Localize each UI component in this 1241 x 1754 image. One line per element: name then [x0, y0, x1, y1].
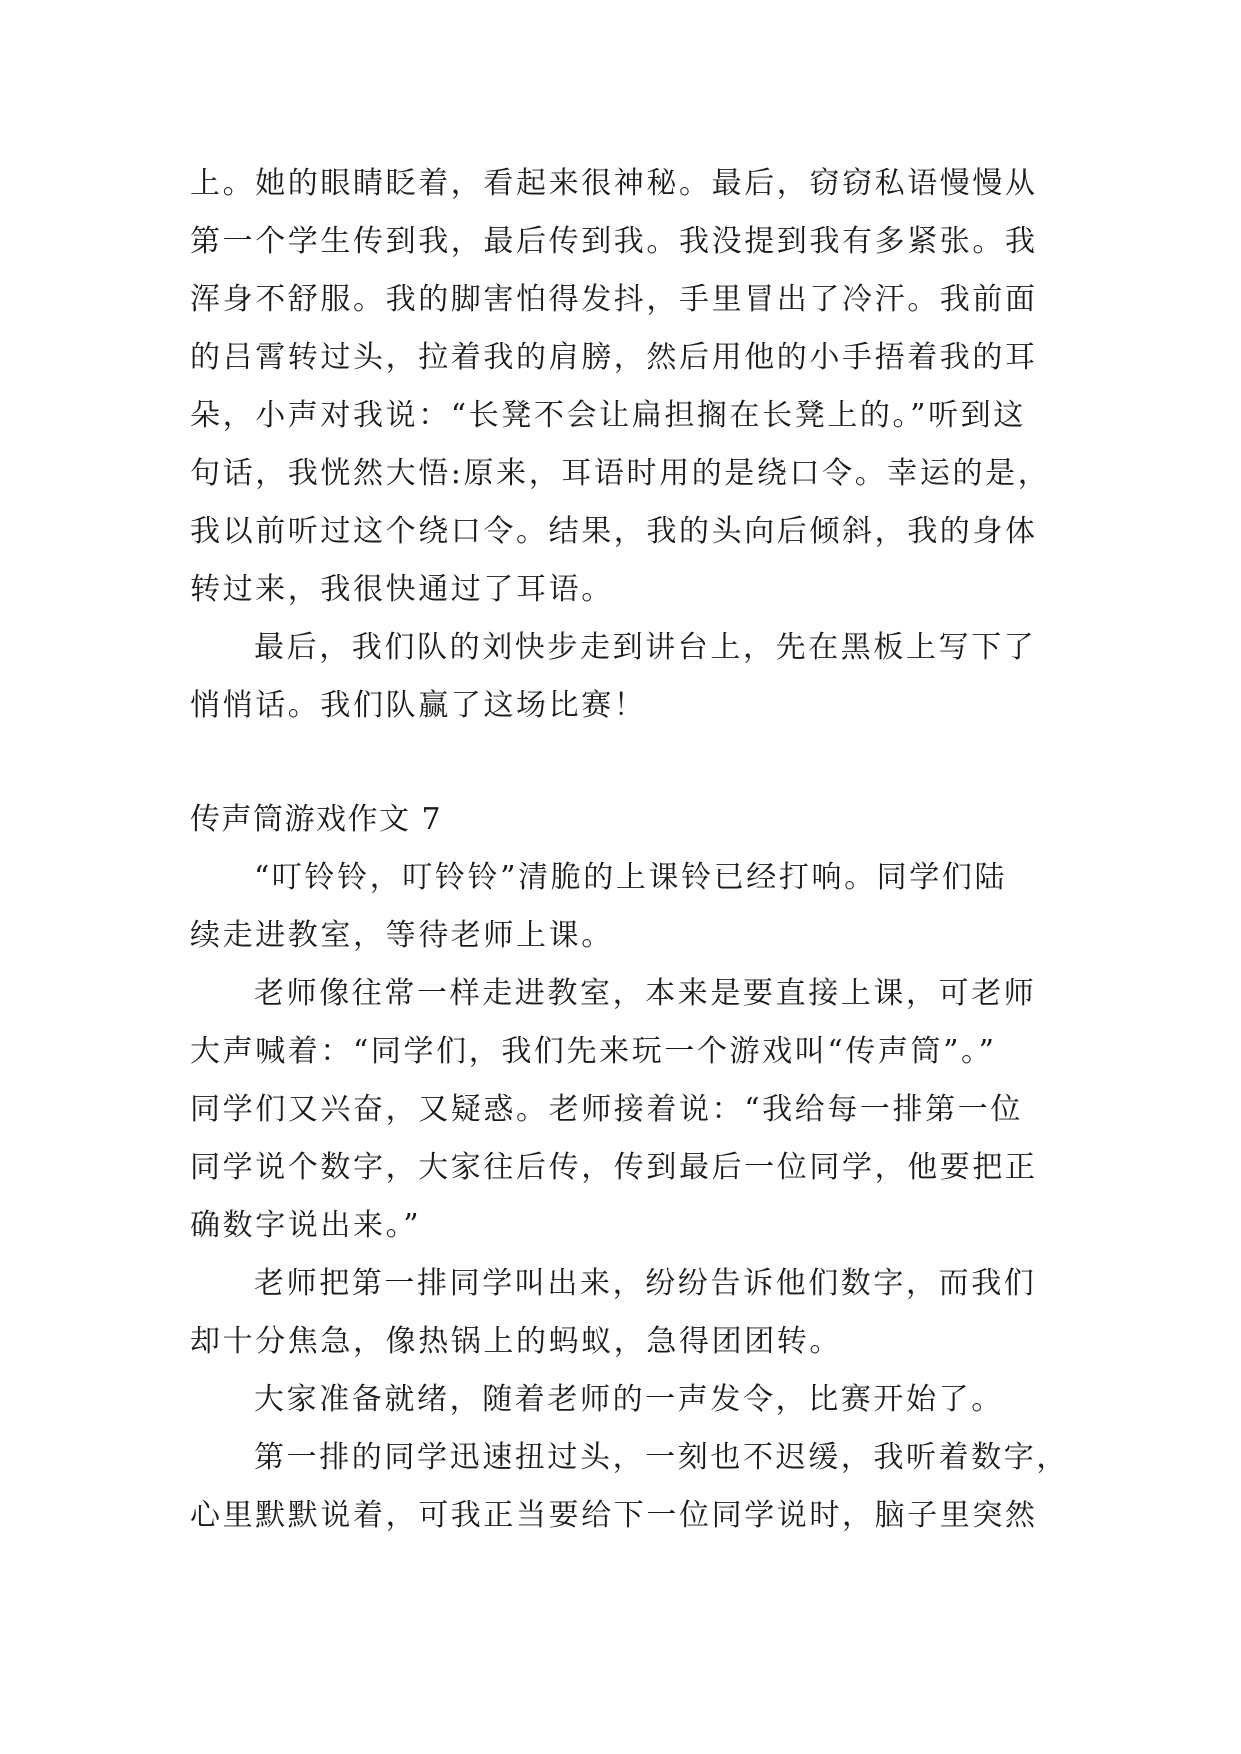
paragraph-line: 我以前听过这个绕口令。结果，我的头向后倾斜，我的身体 — [190, 514, 1038, 549]
paragraph-line: 却十分焦急，像热锅上的蚂蚁，急得团团转。 — [190, 1324, 842, 1359]
paragraph-line: 确数字说出来。” — [190, 1208, 422, 1243]
paragraph-line: “叮铃铃，叮铃铃”清脆的上课铃已经打响。同学们陆 — [254, 860, 1008, 895]
paragraph-line: 同学说个数字，大家往后传，传到最后一位同学，他要把正 — [190, 1150, 1038, 1185]
paragraph-line: 大家准备就绪，随着老师的一声发令，比赛开始了。 — [254, 1382, 1004, 1417]
paragraph-line: 同学们又兴奋，又疑惑。老师接着说：“我给每一排第一位 — [190, 1092, 1023, 1127]
paragraph-line: 大声喊着：“同学们，我们先来玩一个游戏叫“传声筒”。” — [190, 1034, 997, 1069]
paragraph-line: 心里默默说着，可我正当要给下一位同学说时，脑子里突然 — [190, 1498, 1038, 1533]
paragraph-line: 最后，我们队的刘快步走到讲台上，先在黑板上写下了 — [254, 630, 1037, 665]
paragraph-line: 老师把第一排同学叫出来，纷纷告诉他们数字，而我们 — [254, 1266, 1037, 1301]
paragraph-line: 朵，小声对我说：“长凳不会让扁担搁在长凳上的。”听到这 — [190, 398, 1026, 433]
paragraph-line: 转过来，我很快通过了耳语。 — [190, 572, 614, 607]
paragraph-line: 句话，我恍然大悟:原来，耳语时用的是绕口令。幸运的是， — [190, 456, 1051, 491]
paragraph-line: 第一排的同学迅速扭过头，一刻也不迟缓，我听着数字， — [254, 1440, 1069, 1475]
paragraph-line: 续走进教室，等待老师上课。 — [190, 918, 614, 953]
paragraph-line: 浑身不舒服。我的脚害怕得发抖，手里冒出了冷汗。我前面 — [190, 282, 1038, 317]
paragraph-line: 第一个学生传到我，最后传到我。我没提到我有多紧张。我 — [190, 224, 1038, 259]
paragraph-line: 老师像往常一样走进教室，本来是要直接上课，可老师 — [254, 976, 1037, 1011]
paragraph-line: 的吕霄转过头，拉着我的肩膀，然后用他的小手捂着我的耳 — [190, 340, 1038, 375]
paragraph-line: 上。她的眼睛眨着，看起来很神秘。最后，窃窃私语慢慢从 — [190, 166, 1038, 201]
section-title: 传声筒游戏作文 7 — [190, 802, 443, 837]
paragraph-line: 悄悄话。我们队赢了这场比赛！ — [190, 688, 647, 723]
